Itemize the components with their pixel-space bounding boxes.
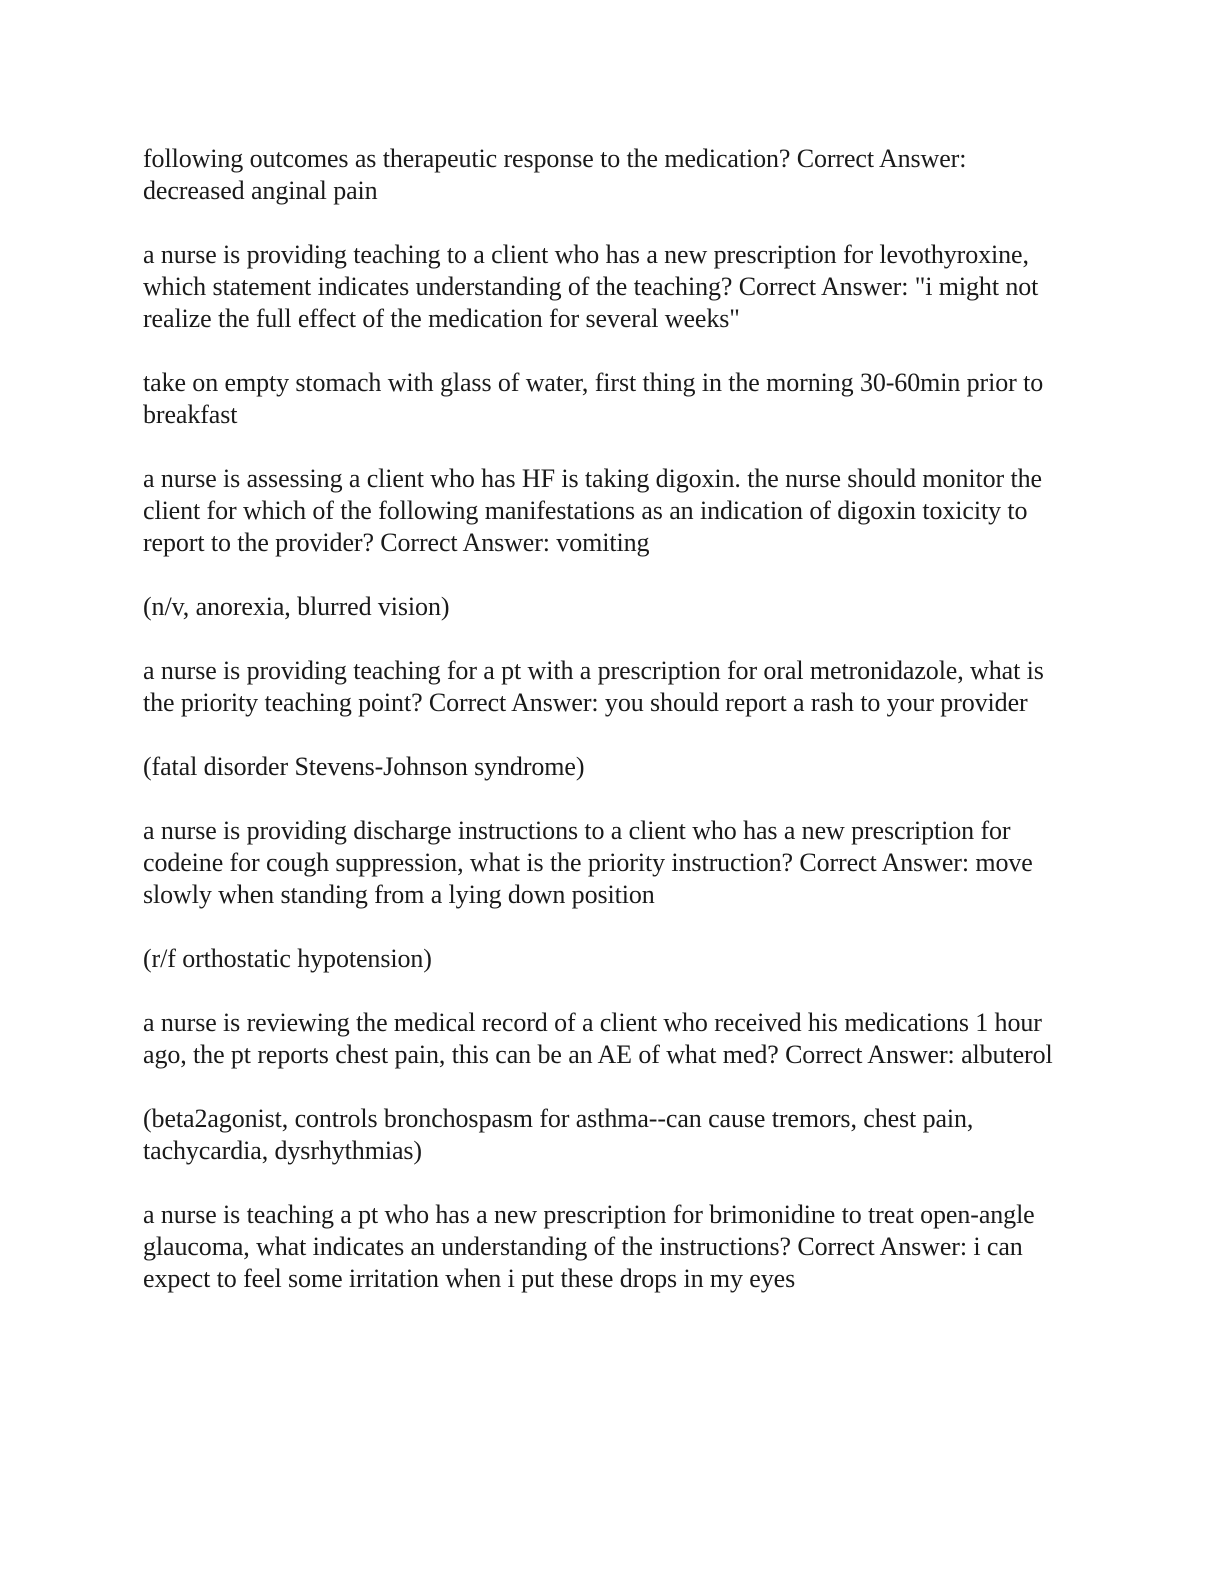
paragraph: a nurse is teaching a pt who has a new prescription for brimonidine to treat open-angle glaucoma, what indicates an understanding of the instructions? Correct Answer: i can expect to feel some irritation when i put these drops in my eyes	[143, 1200, 1035, 1293]
paragraph: (fatal disorder Stevens-Johnson syndrome)	[143, 752, 585, 781]
paragraph: (n/v, anorexia, blurred vision)	[143, 592, 450, 621]
paragraph: (beta2agonist, controls bronchospasm for asthma--can cause tremors, chest pain, tachycardia, dysrhythmias)	[143, 1104, 974, 1165]
paragraph: a nurse is reviewing the medical record of a client who received his medications 1 hour ago, the pt reports chest pain, this can be an AE of what med? Correct Answer: albuterol	[143, 1008, 1053, 1069]
paragraph: a nurse is providing discharge instructions to a client who has a new prescription for codeine for cough suppression, what is the priority instruction? Correct Answer: move slowly when standing from a lying down position	[143, 816, 1033, 909]
paragraph: following outcomes as therapeutic response to the medication? Correct Answer: decreased anginal pain	[143, 144, 967, 205]
paragraph: (r/f orthostatic hypotension)	[143, 944, 432, 973]
paragraph: a nurse is assessing a client who has HF is taking digoxin. the nurse should monitor the client for which of the following manifestations as an indication of digoxin toxicity to report to the provider? Correct Answer: vomiting	[143, 464, 1042, 557]
paragraph: a nurse is providing teaching for a pt with a prescription for oral metronidazole, what is the priority teaching point? Correct Answer: you should report a rash to your provider	[143, 656, 1044, 717]
paragraph: take on empty stomach with glass of water, first thing in the morning 30-60min prior to breakfast	[143, 368, 1044, 429]
document-body	[143, 143, 1073, 1327]
paragraph: a nurse is providing teaching to a client who has a new prescription for levothyroxine, which statement indicates understanding of the teaching? Correct Answer: "i might not realize the full effect of the medication for several weeks"	[143, 240, 1039, 333]
